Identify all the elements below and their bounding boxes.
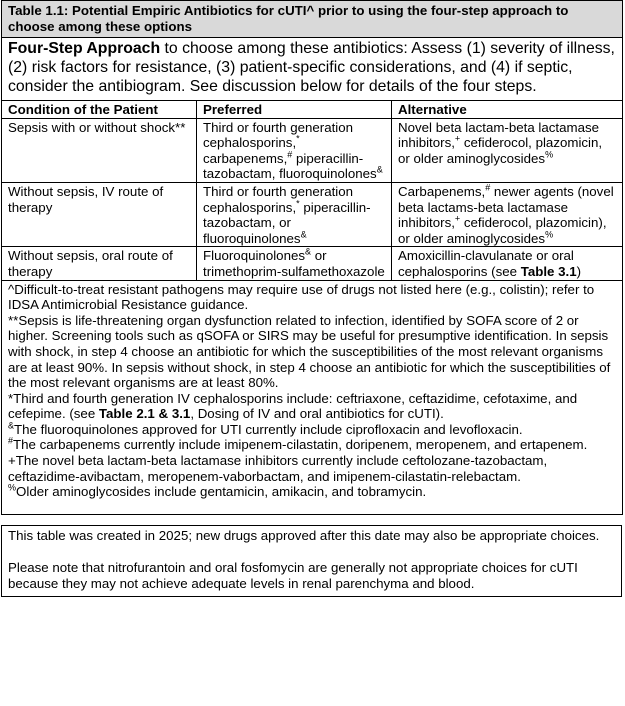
- row-condition: Without sepsis, IV route of therapy: [2, 182, 197, 246]
- footnote-marker: +: [454, 133, 461, 144]
- footnote-marker: *: [296, 198, 300, 209]
- footnote: [8, 437, 617, 453]
- table-row: [2, 182, 623, 246]
- text-segment: Novel beta lactam-beta lactamase inhibitors,: [398, 119, 600, 151]
- antibiotics-table-document: [1, 0, 622, 597]
- four-step-approach: [2, 38, 623, 101]
- footnote-marker: &: [376, 164, 383, 175]
- table-title: Table 1.1: Potential Empiric Antibiotics for cUTI^ prior to using the four-step approach to choose among these options: [2, 1, 623, 38]
- text-segment: Third or fourth generation cephalosporins,: [203, 119, 354, 151]
- footnote: [8, 484, 617, 500]
- text-segment: Carbapenems,: [398, 183, 486, 199]
- text-segment: Third or fourth generation cephalosporins,: [203, 183, 354, 215]
- bold-reference: Table 2.1 & 3.1: [98, 406, 191, 422]
- footnote-marker: &: [305, 246, 312, 257]
- bold-reference: Table 3.1: [520, 263, 577, 279]
- text-segment: *Third and fourth generation IV cephalosporins include: ceftriaxone, ceftazidime, cefotaxime, and cefepime. (see: [8, 390, 578, 422]
- text-segment: piperacillin-tazobactam, or fluoroquinolones: [203, 199, 371, 246]
- four-step-text: to choose among these antibiotics: Assess (1) severity of illness, (2) risk factors for resistance, (3) patient-specific considerations, and (4) if septic, consider the antibiogram. See discussion below for details of the four steps.: [8, 40, 615, 95]
- footnote-marker: &: [300, 229, 307, 240]
- text-segment: cefiderocol, plazomicin), or older aminoglycosides: [398, 215, 607, 246]
- footnote-marker: %: [545, 149, 554, 160]
- footnote-marker: %: [545, 229, 554, 240]
- four-step-lead: Four-Step Approach: [8, 40, 161, 57]
- antibiotics-table: [1, 0, 623, 515]
- text-segment: Amoxicillin-clavulanate or oral cephalosporins (see: [398, 248, 574, 279]
- text-segment: piperacillin-tazobactam, fluoroquinolones: [203, 150, 377, 182]
- header-alternative: Alternative: [392, 101, 623, 119]
- text-segment: ): [576, 263, 582, 279]
- text-segment: carbapenems,: [203, 150, 288, 166]
- footnote: [8, 282, 617, 313]
- footnote: [8, 313, 617, 391]
- footnote: [8, 422, 617, 438]
- text-segment: ^Difficult-to-treat resistant pathogens may require use of drugs not listed here (e.g., colistin); refer to IDSA Antimicrobial Resistance guidance.: [8, 281, 595, 313]
- row-alternative: [392, 182, 623, 246]
- text-segment: +The novel beta lactam-beta lactamase inhibitors currently include ceftolozane-tazobactam, ceftazidime-avibactam, meropenem-vaborbactam, and imipenem-cilastatin-relebactam.: [8, 453, 548, 484]
- text-segment: , Dosing of IV and oral antibiotics for cUTI).: [190, 406, 444, 422]
- text-segment: The fluoroquinolones approved for UTI currently include ciprofloxacin and levofloxacin.: [14, 421, 523, 437]
- table-row: [2, 247, 623, 280]
- footnote-marker: *: [296, 133, 300, 144]
- footer-box: [1, 525, 622, 597]
- footer-creation-note: This table was created in 2025; new drugs approved after this date may also be appropriate choices.: [8, 527, 600, 543]
- table-row: [2, 118, 623, 182]
- row-condition: Without sepsis, oral route of therapy: [2, 247, 197, 280]
- footnote-marker: %: [8, 482, 17, 493]
- footnote-marker: #: [287, 149, 293, 160]
- text-segment: **Sepsis is life-threatening organ dysfunction related to infection, identified by SOFA score of 2 or higher. Screening tools such as qSOFA or SIRS may be useful for presumptive identification. In sepsis with shock, in step 4 choose an antibiotic for which the susceptibilities of the most relevant organisms are at least 90%. In sepsis without shock, in step 4 choose an antibiotic for which the susceptibilities of the most relevant organisms are at least 80%.: [8, 312, 611, 391]
- footer-nitrofurantoin-note: Please note that nitrofurantoin and oral fosfomycin are generally not appropriate choices for cUTI because they may not achieve adequate levels in renal parenchyma and blood.: [8, 559, 578, 591]
- header-condition: Condition of the Patient: [2, 101, 197, 119]
- text-segment: or trimethoprim-sulfamethoxazole: [203, 248, 385, 279]
- text-segment: The carbapenems currently include imipenem-cilastatin, doripenem, meropenem, and ertapenem.: [13, 437, 588, 453]
- row-condition: Sepsis with or without shock**: [2, 118, 197, 182]
- footnote-marker: +: [454, 213, 461, 224]
- text-segment: newer agents (novel beta lactams-beta lactamase inhibitors,: [398, 183, 614, 231]
- footnote-marker: #: [485, 182, 491, 193]
- footnote: [8, 391, 617, 422]
- footnote-marker: #: [8, 436, 14, 447]
- text-segment: cefiderocol, plazomicin, or older aminoglycosides: [398, 135, 603, 166]
- footnote-marker: &: [8, 420, 15, 431]
- text-segment: Fluoroquinolones: [203, 248, 306, 264]
- footer-cell: [2, 525, 622, 596]
- footnotes: [2, 280, 623, 514]
- row-preferred: [197, 118, 392, 182]
- footnote: [8, 453, 617, 484]
- header-preferred: Preferred: [197, 101, 392, 119]
- row-preferred: [197, 182, 392, 246]
- row-alternative: [392, 247, 623, 280]
- text-segment: Older aminoglycosides include gentamicin, amikacin, and tobramycin.: [16, 484, 427, 500]
- row-preferred: [197, 247, 392, 280]
- row-alternative: [392, 118, 623, 182]
